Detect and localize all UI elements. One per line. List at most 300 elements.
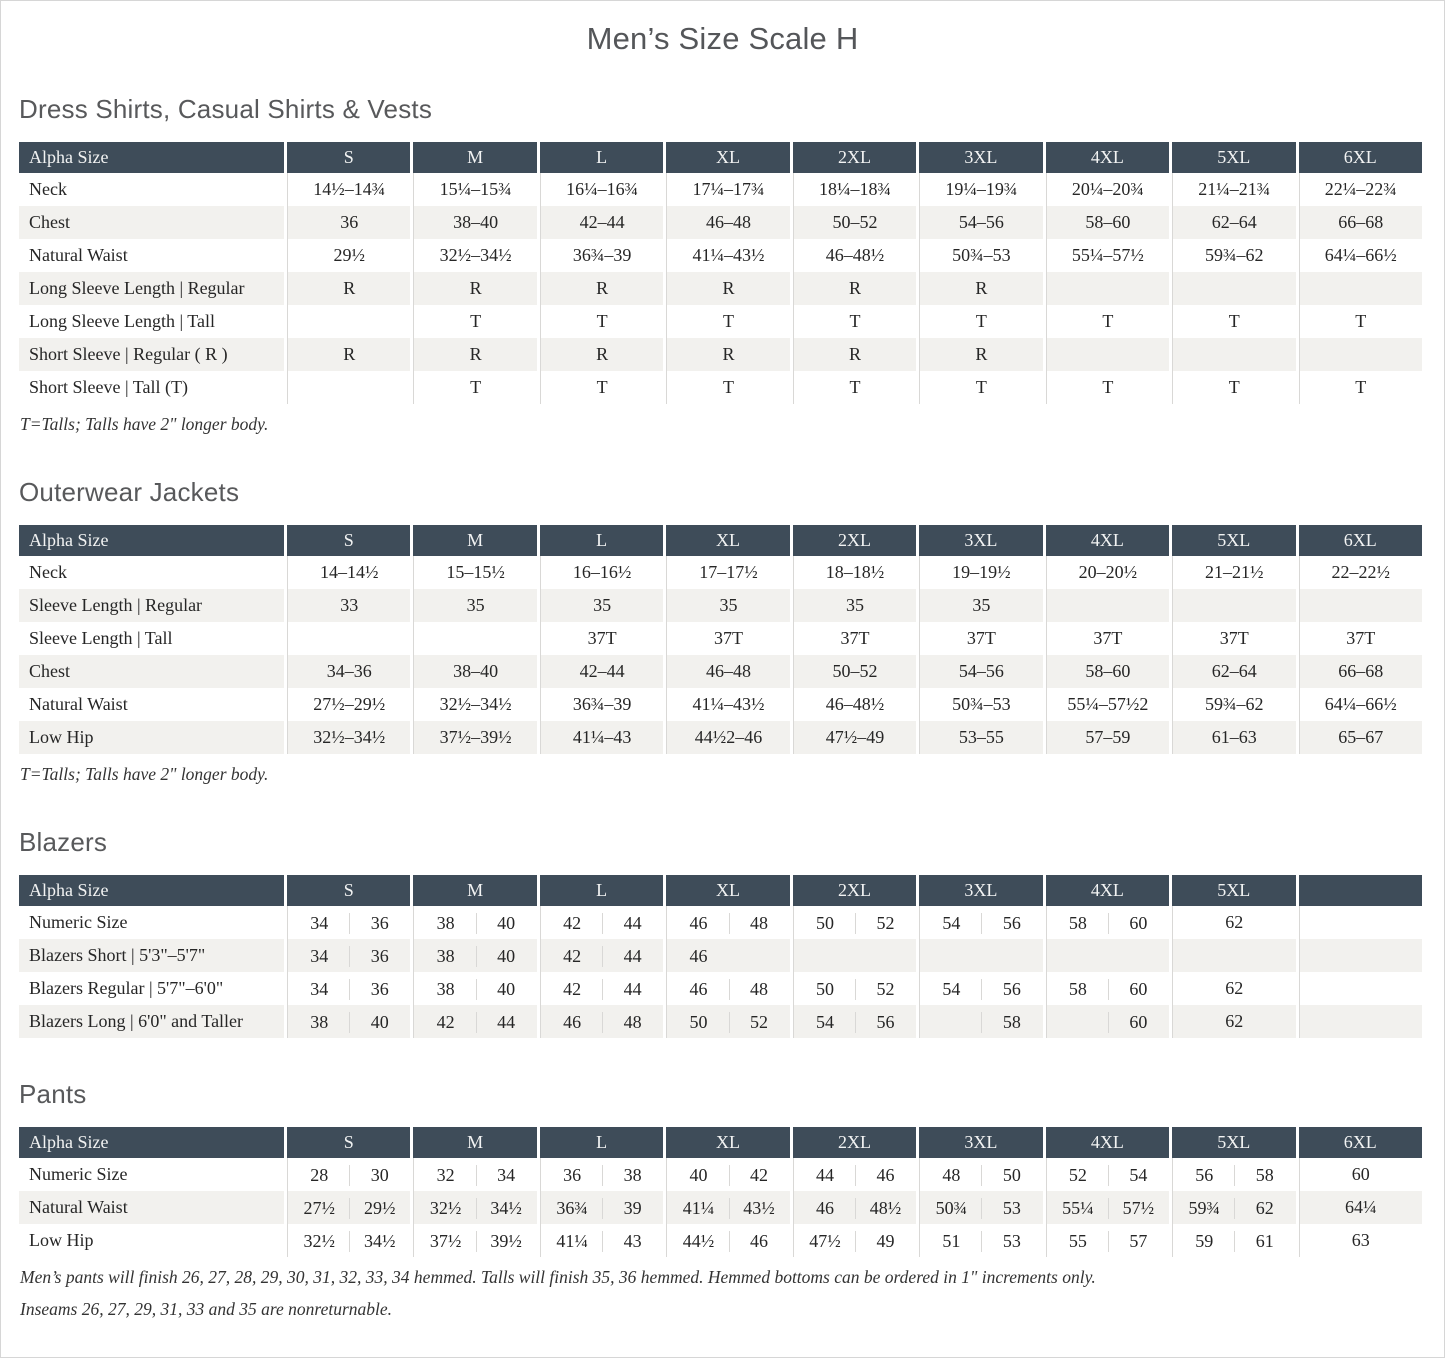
size-value: 54 [942,978,961,999]
size-value: 54 [1108,1165,1168,1186]
size-cell: 15¼–15¾ [413,173,536,206]
size-cell: 46–48 [666,655,789,688]
size-cell: 66–68 [1299,655,1423,688]
size-value: 47½ [809,1230,841,1251]
size-value: 48 [729,913,789,934]
size-value: 42 [436,1011,455,1032]
size-cell [413,972,536,1005]
table-row [19,173,1422,206]
column-header-s: S [287,1127,410,1158]
size-cell: 62–64 [1172,206,1295,239]
size-value: 39½ [476,1231,536,1252]
size-cell: 14–14½ [287,556,410,589]
size-cell: 42–44 [540,206,663,239]
size-cell [287,1158,410,1191]
size-cell [413,1191,536,1224]
size-cell [1046,1005,1169,1038]
column-header-l: L [540,525,663,556]
size-cell [1046,1224,1169,1257]
corner-header: Alpha Size [19,142,284,173]
row-label: Blazers Regular | 5'7"–6'0" [29,978,224,998]
column-header-l: L [540,1127,663,1158]
size-cell: 35 [919,589,1042,622]
header-row [19,142,1422,173]
size-cell: T [1299,305,1423,338]
size-cell [793,1191,916,1224]
size-value: 40 [349,1012,409,1033]
row-label: Long Sleeve Length | Regular [19,272,284,305]
size-cell: 50–52 [793,655,916,688]
section-heading: Outerwear Jackets [19,477,240,507]
size-cell: 57–59 [1046,721,1169,754]
column-header-xl: XL [666,525,789,556]
size-value: 49 [855,1231,915,1252]
size-value: 36 [349,913,409,934]
column-header-xl: XL [666,875,789,906]
size-cell: T [666,305,789,338]
size-cell: R [666,272,789,305]
size-cell: T [413,305,536,338]
section-blazers [19,827,1426,1038]
column-header-4xl: 4XL [1046,525,1169,556]
table-row [19,721,1422,754]
size-cell [793,906,916,939]
size-value: 34 [310,912,329,933]
size-cell: 35 [413,589,536,622]
size-value: 34 [310,978,329,999]
column-header-6xl: 6XL [1299,525,1423,556]
size-cell [793,939,916,972]
size-cell [413,622,536,655]
size-value: 46 [563,1011,582,1032]
size-value: 44 [476,1012,536,1033]
size-cell: 41¼–43½ [666,239,789,272]
column-header-s: S [287,525,410,556]
size-value: 60 [1351,1164,1370,1184]
size-value: 32 [436,1164,455,1185]
size-cell [1299,272,1423,305]
size-cell [1172,1158,1295,1191]
column-header-m: M [413,875,536,906]
size-cell: R [793,272,916,305]
size-value: 52 [729,1012,789,1033]
row-label: Short Sleeve | Regular ( R ) [19,338,284,371]
size-value: 54 [942,912,961,933]
size-value: 59¾ [1188,1197,1221,1218]
column-header-2xl: 2XL [793,525,916,556]
size-value: 46 [689,978,708,999]
size-cell [540,1158,663,1191]
size-cell: T [919,305,1042,338]
size-value: 41¼ [556,1230,588,1251]
size-cell [1299,972,1423,1005]
size-cell: R [540,272,663,305]
size-cell: T [1172,305,1295,338]
size-cell: 37T [1172,622,1295,655]
size-value: 46 [729,1231,789,1252]
size-value: 50 [981,1165,1041,1186]
column-header-3xl: 3XL [919,525,1042,556]
section-outerwear-jackets [19,477,1426,786]
size-cell: T [1046,305,1169,338]
row-label: Chest [19,206,284,239]
size-value: 58 [1234,1165,1294,1186]
size-value: 48½ [855,1198,915,1219]
column-header-5xl: 5XL [1172,525,1295,556]
size-value: 42 [563,945,582,966]
size-value: 46 [855,1165,915,1186]
size-cell: T [1299,371,1423,404]
size-cell: 64¼–66½ [1299,688,1423,721]
column-header-3xl: 3XL [919,875,1042,906]
size-cell [287,972,410,1005]
size-value: 59 [1195,1230,1214,1251]
column-header-3xl: 3XL [919,1127,1042,1158]
size-value: 38 [436,945,455,966]
size-value: 51 [942,1230,961,1251]
size-value: 34 [476,1165,536,1186]
size-value: 42 [563,978,582,999]
size-value: 39 [602,1198,662,1219]
size-value: 44 [602,913,662,934]
column-header-6xl: 6XL [1299,142,1423,173]
size-cell [1172,972,1295,1005]
size-cell [1046,272,1169,305]
column-header-l: L [540,142,663,173]
size-value: 48 [602,1012,662,1033]
size-cell: 18¼–18¾ [793,173,916,206]
size-cell: 50¾–53 [919,239,1042,272]
size-cell: T [793,371,916,404]
column-header-6xl: 6XL [1299,1127,1423,1158]
size-cell [1172,1224,1295,1257]
size-value: 53 [981,1198,1041,1219]
size-cell: 53–55 [919,721,1042,754]
row-label: Blazers Long | 6'0" and Taller [19,1005,284,1038]
row-label: Numeric Size [29,912,128,932]
size-cell [413,939,536,972]
size-value: 38 [310,1011,329,1032]
section-heading: Dress Shirts, Casual Shirts & Vests [19,94,433,124]
size-cell: R [793,338,916,371]
page-title: Men’s Size Scale H [586,21,859,56]
size-value: 38 [436,978,455,999]
size-cell: 64¼–66½ [1299,239,1423,272]
column-header-5xl: 5XL [1172,1127,1295,1158]
size-cell: 33 [287,589,410,622]
row-label: Numeric Size [29,1164,128,1184]
size-cell: 20¼–20¾ [1046,173,1169,206]
size-cell: T [413,371,536,404]
size-value: 48 [729,979,789,1000]
size-cell: 36¾–39 [540,239,663,272]
size-value: 62 [1225,1011,1244,1031]
row-label: Natural Waist [29,694,128,714]
table-row [19,272,1422,305]
size-cell: 32½–34½ [413,688,536,721]
section-heading: Blazers [19,827,108,857]
size-cell [287,906,410,939]
size-cell: 59¾–62 [1172,688,1295,721]
size-cell [1299,589,1423,622]
column-header-3xl: 3XL [919,142,1042,173]
column-header-s: S [287,875,410,906]
size-cell [919,1224,1042,1257]
size-value: 62 [1225,912,1244,932]
size-cell [540,972,663,1005]
size-cell [287,622,410,655]
size-value: 27½ [303,1197,335,1218]
size-table-outerwear-jackets [16,525,1425,754]
size-value: 38 [436,912,455,933]
row-label: Sleeve Length | Regular [19,589,284,622]
size-cell [1299,1224,1423,1257]
size-cell: 35 [540,589,663,622]
table-row [19,371,1422,404]
size-cell: 22–22½ [1299,556,1423,589]
size-value: 42 [729,1165,789,1186]
size-cell [1299,906,1423,939]
size-cell: 37½–39½ [413,721,536,754]
size-cell: T [666,371,789,404]
size-cell: 59¾–62 [1172,239,1295,272]
size-value: 44 [815,1164,834,1185]
size-value: 57½ [1108,1198,1168,1219]
size-cell: R [919,272,1042,305]
size-cell: 14½–14¾ [287,173,410,206]
size-cell: 46–48 [666,206,789,239]
size-cell: 38–40 [413,655,536,688]
size-value: 40 [476,979,536,1000]
corner-header: Alpha Size [19,1127,284,1158]
size-cell [1046,1191,1169,1224]
size-cell [1046,972,1169,1005]
header-row [19,1127,1422,1158]
size-cell: 16¼–16¾ [540,173,663,206]
size-cell: 35 [793,589,916,622]
size-value: 63 [1351,1230,1370,1250]
size-cell [1299,939,1423,972]
footnote: Inseams 26, 27, 29, 31, 33 and 35 are nonreturnable. [20,1299,393,1319]
size-cell [1172,1191,1295,1224]
size-cell [413,906,536,939]
footnote: T=Talls; Talls have 2" longer body. [20,414,269,434]
size-cell [793,1005,916,1038]
corner-header: Alpha Size [19,875,284,906]
size-cell [666,972,789,1005]
size-value: 54 [815,1011,834,1032]
size-cell: 37T [666,622,789,655]
table-row [19,972,1422,1005]
size-value: 36 [349,979,409,1000]
row-label: Natural Waist [29,245,128,265]
size-cell: 62–64 [1172,655,1295,688]
table-row [19,906,1422,939]
size-cell [540,1191,663,1224]
size-cell: 19¼–19¾ [919,173,1042,206]
size-value: 40 [476,913,536,934]
size-cell [1299,1158,1423,1191]
size-cell [919,939,1042,972]
table-row [19,338,1422,371]
row-label: Neck [29,562,67,582]
size-cell: 37T [1299,622,1423,655]
size-cell: 58–60 [1046,206,1169,239]
row-label: Long Sleeve Length | Tall [29,311,215,331]
size-value: 58 [1068,912,1087,933]
size-cell: 29½ [287,239,410,272]
header-row [19,525,1422,556]
size-value: 52 [855,979,915,1000]
row-label: Chest [19,655,284,688]
size-value: 34½ [349,1231,409,1252]
size-table-blazers [16,875,1425,1038]
sections [19,94,1426,1321]
size-value: 62 [1234,1198,1294,1219]
table-row [19,556,1422,589]
size-cell: 46–48½ [793,239,916,272]
size-value: 40 [476,946,536,967]
size-cell: 44½2–46 [666,721,789,754]
size-cell: 36 [287,206,410,239]
row-label: Low Hip [29,1230,94,1250]
size-cell [1046,906,1169,939]
size-cell: R [287,338,410,371]
size-cell [287,1224,410,1257]
size-cell: 34–36 [287,655,410,688]
column-header-s: S [287,142,410,173]
size-value: 60 [1108,1012,1168,1033]
column-header-blank [1299,875,1423,906]
size-value: 52 [855,913,915,934]
column-header-2xl: 2XL [793,1127,916,1158]
size-cell: 50–52 [793,206,916,239]
size-cell: 46–48½ [793,688,916,721]
size-cell [919,906,1042,939]
column-header-xl: XL [666,1127,789,1158]
size-value: 60 [1108,913,1168,934]
size-cell [666,1158,789,1191]
size-value: 40 [689,1164,708,1185]
size-cell: 16–16½ [540,556,663,589]
size-cell [793,1224,916,1257]
size-value: 52 [1068,1164,1087,1185]
size-cell [919,1158,1042,1191]
size-value: 57 [1108,1231,1168,1252]
size-cell [919,1191,1042,1224]
column-header-4xl: 4XL [1046,1127,1169,1158]
size-cell [1046,338,1169,371]
size-cell [413,1005,536,1038]
size-cell: 42–44 [540,655,663,688]
size-cell: 20–20½ [1046,556,1169,589]
column-header-m: M [413,525,536,556]
size-cell: R [540,338,663,371]
table-row [19,206,1422,239]
column-header-2xl: 2XL [793,142,916,173]
size-value: 37½ [429,1230,462,1251]
table-row [19,1224,1422,1257]
column-header-5xl: 5XL [1172,875,1295,906]
size-cell [1299,338,1423,371]
size-cell: T [1172,371,1295,404]
size-cell [287,1005,410,1038]
size-cell [287,371,410,404]
column-header-m: M [413,142,536,173]
size-cell: 21¼–21¾ [1172,173,1295,206]
row-label: Natural Waist [19,1191,284,1224]
header-row [19,875,1422,906]
size-value: 34½ [476,1198,536,1219]
size-cell: 41¼–43½ [666,688,789,721]
size-value: 58 [1068,978,1087,999]
size-value: 58 [981,1012,1041,1033]
size-cell: 37T [919,622,1042,655]
size-value: 36¾ [556,1197,588,1218]
size-value: 56 [981,913,1041,934]
table-row [19,655,1422,688]
row-label: Blazers Short | 5'3"–5'7" [19,939,284,972]
size-cell [540,939,663,972]
table-row [19,688,1422,721]
footnote: T=Talls; Talls have 2" longer body. [20,764,269,784]
table-row [19,1158,1422,1191]
size-cell [413,1224,536,1257]
size-value: 28 [310,1164,329,1185]
section-pants [19,1079,1426,1321]
size-cell [287,939,410,972]
size-cell: 35 [666,589,789,622]
size-cell: 58–60 [1046,655,1169,688]
size-value: 50 [815,978,834,999]
size-value: 64¼ [1345,1197,1377,1217]
size-value: 32½ [429,1197,462,1218]
size-cell [1172,906,1295,939]
size-cell [1046,939,1169,972]
corner-header: Alpha Size [19,525,284,556]
table-row [19,1005,1422,1038]
size-cell: 65–67 [1299,721,1423,754]
size-value: 62 [1225,978,1244,998]
size-value: 44½ [682,1230,715,1251]
table-row [19,239,1422,272]
size-value: 34 [310,945,329,966]
size-cell [666,1224,789,1257]
size-cell [1299,1191,1423,1224]
size-cell: 27½–29½ [287,688,410,721]
size-cell [666,1191,789,1224]
size-value: 36 [563,1164,582,1185]
size-value: 56 [981,979,1041,1000]
size-value: 50¾ [935,1197,968,1218]
table-row [19,1191,1422,1224]
size-cell: T [540,371,663,404]
size-cell [540,1005,663,1038]
size-value: 55 [1068,1230,1087,1251]
size-value: 53 [981,1231,1041,1252]
size-value: 43 [602,1231,662,1252]
size-cell: 15–15½ [413,556,536,589]
column-header-4xl: 4XL [1046,142,1169,173]
size-cell [287,305,410,338]
size-table-pants [16,1127,1425,1257]
column-header-5xl: 5XL [1172,142,1295,173]
size-cell [1046,589,1169,622]
size-cell: 54–56 [919,206,1042,239]
size-cell: 54–56 [919,655,1042,688]
size-value: 56 [855,1012,915,1033]
size-cell: 50¾–53 [919,688,1042,721]
